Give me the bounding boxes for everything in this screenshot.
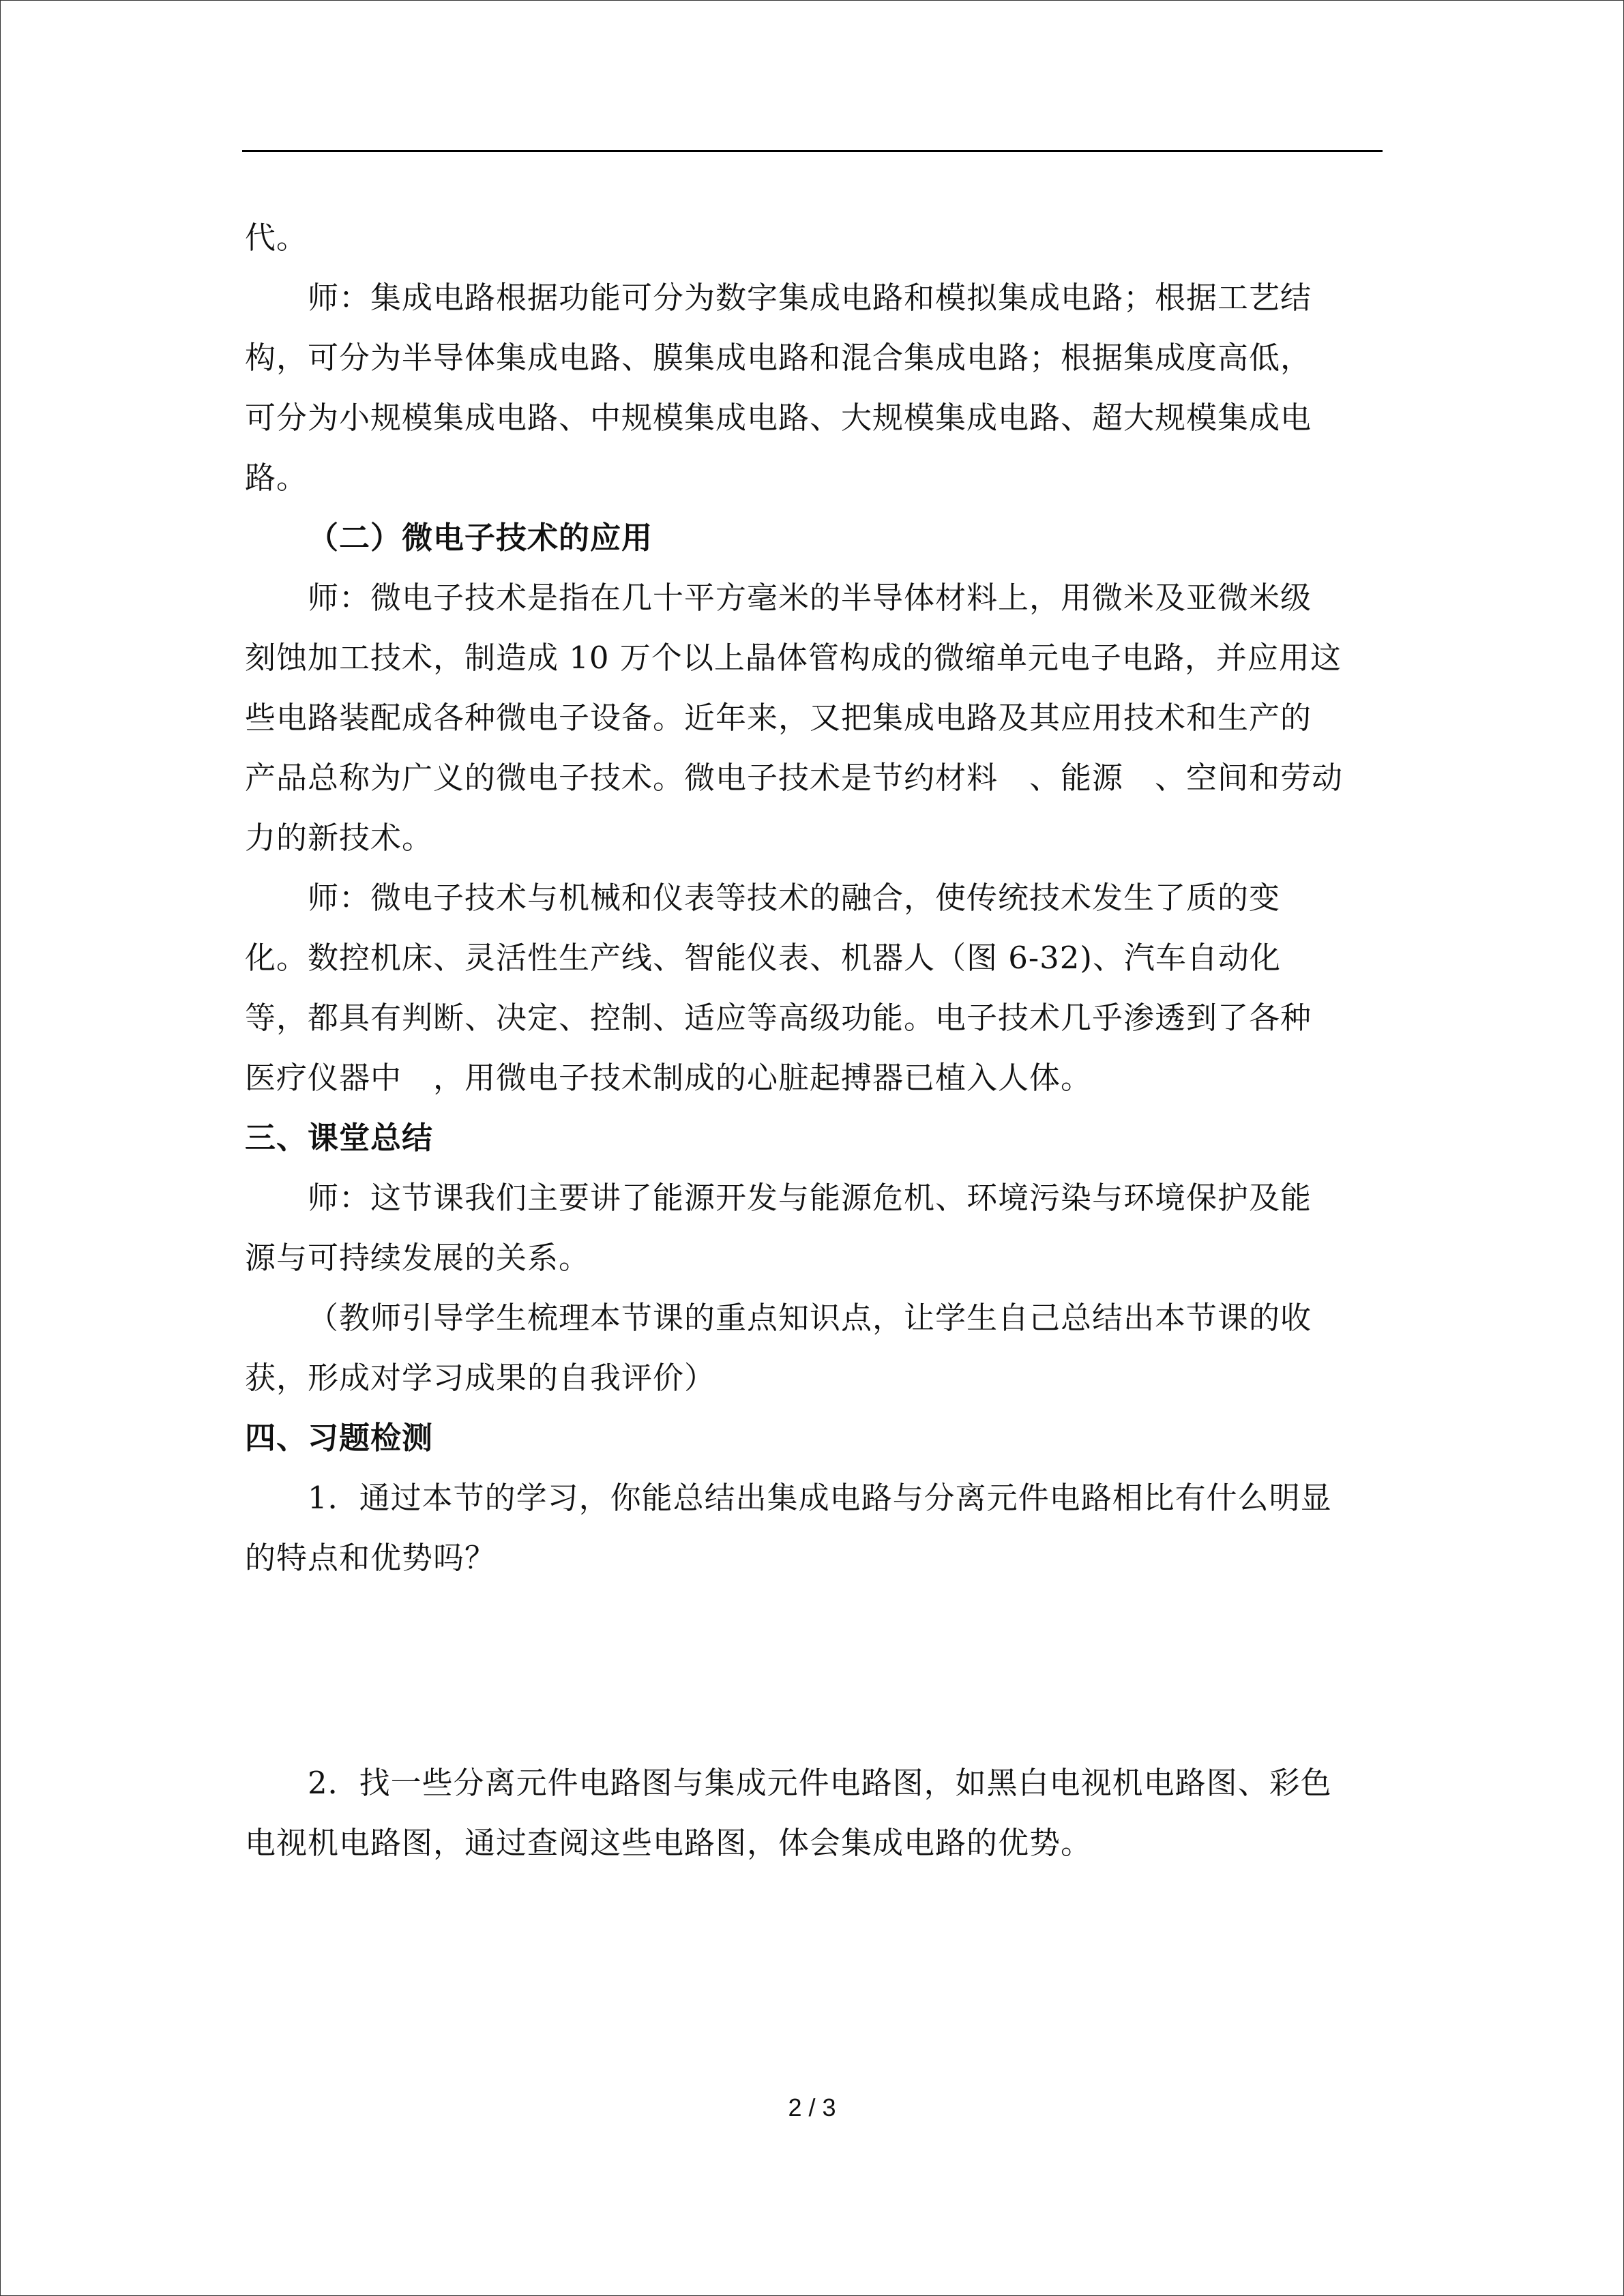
paragraph-line: 师：这节课我们主要讲了能源开发与能源危机、环境污染与环境保护及能: [308, 1180, 1312, 1216]
paragraph-line: 师：集成电路根据功能可分为数字集成电路和模拟集成电路；根据工艺结: [308, 280, 1312, 316]
paragraph-line: 师：微电子技术是指在几十平方毫米的半导体材料上，用微米及亚微米级: [308, 580, 1312, 616]
paragraph-line: 产品总称为广义的微电子技术。微电子技术是节约材料 、能源 、空间和劳动: [245, 760, 1344, 796]
paragraph-line: 力的新技术。: [245, 820, 434, 856]
paragraph-line: 化。数控机床、灵活性生产线、智能仪表、机器人（图 6-32)、汽车自动化: [245, 940, 1281, 976]
section-heading: 四、习题检测: [245, 1420, 434, 1456]
paragraph-line: 医疗仪器中 ，用微电子技术制成的心脏起搏器已植入人体。: [245, 1060, 1093, 1096]
document-body: [245, 208, 1383, 1873]
answer-space: [245, 1588, 1383, 1753]
paragraph-line: 等，都具有判断、决定、控制、适应等高级功能。电子技术几乎渗透到了各种: [245, 1000, 1312, 1036]
paragraph-line: 源与可持续发展的关系。: [245, 1240, 591, 1276]
paragraph-line: 刻蚀加工技术，制造成 10 万个以上晶体管构成的微缩单元电子电路，并应用这: [245, 640, 1342, 676]
paragraph-line: 代。: [245, 220, 308, 256]
paragraph-line: 构，可分为半导体集成电路、膜集成电路和混合集成电路；根据集成度高低，: [245, 340, 1312, 376]
paragraph-line: 路。: [245, 460, 308, 496]
question-line: 电视机电路图，通过查阅这些电路图，体会集成电路的优势。: [245, 1825, 1093, 1861]
paragraph-line: 可分为小规模集成电路、中规模集成电路、大规模集成电路、超大规模集成电: [245, 400, 1312, 436]
question-line: 2．找一些分离元件电路图与集成元件电路图，如黑白电视机电路图、彩色: [308, 1765, 1332, 1801]
paragraph-line: 些电路装配成各种微电子设备。近年来，又把集成电路及其应用技术和生产的: [245, 700, 1312, 736]
header-rule: [242, 150, 1383, 152]
question-line: 1．通过本节的学习，你能总结出集成电路与分离元件电路相比有什么明显: [308, 1480, 1332, 1516]
question-line: 的特点和优势吗？: [245, 1540, 497, 1576]
page-number: 2 / 3: [788, 2093, 836, 2121]
paragraph-line: 师：微电子技术与机械和仪表等技术的融合，使传统技术发生了质的变: [308, 880, 1281, 916]
subsection-heading: （二）微电子技术的应用: [308, 520, 653, 556]
paragraph-line: 获，形成对学习成果的自我评价）: [245, 1360, 716, 1396]
paragraph-line: （教师引导学生梳理本节课的重点知识点，让学生自己总结出本节课的收: [308, 1300, 1312, 1336]
section-heading: 三、课堂总结: [245, 1120, 434, 1156]
